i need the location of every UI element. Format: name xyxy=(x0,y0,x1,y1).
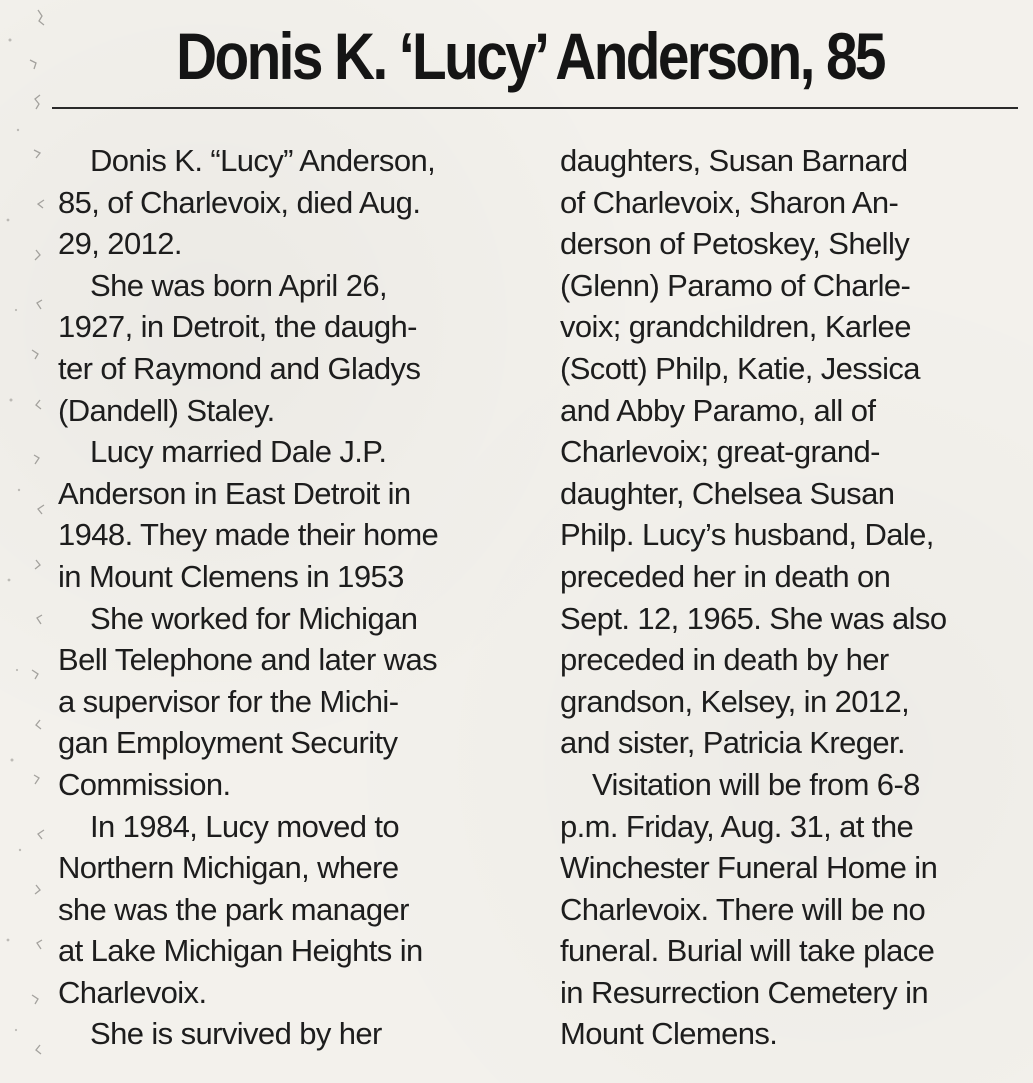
right-column-line: preceded her in death on xyxy=(560,558,891,594)
left-column-line: Anderson in East Detroit in xyxy=(58,475,411,511)
right-column-line: (Scott) Philp, Katie, Jessica xyxy=(560,350,920,386)
left-column-line: gan Employment Security xyxy=(58,725,398,761)
right-column-line: voix; grandchildren, Karlee xyxy=(560,309,911,345)
left-column-line: in Mount Clemens in 1953 xyxy=(58,558,404,594)
headline-rule xyxy=(52,107,1018,109)
left-column-line: Bell Telephone and later was xyxy=(58,642,438,678)
left-column-line: Donis K. “Lucy” Anderson, xyxy=(90,143,436,178)
right-column-line: and Abby Paramo, all of xyxy=(560,392,876,428)
left-column-line: Lucy married Dale J.P. xyxy=(90,434,387,470)
left-column-line: 1948. They made their home xyxy=(58,517,439,553)
left-column-line: (Dandell) Staley. xyxy=(58,392,275,428)
right-column-line: Charlevoix; great-grand- xyxy=(560,434,880,470)
left-column-line: In 1984, Lucy moved to xyxy=(90,808,400,844)
right-column-line: Visitation will be from 6-8 xyxy=(592,766,920,802)
left-column-line: 1927, in Detroit, the daugh- xyxy=(58,309,417,345)
left-column-line: Commission. xyxy=(58,766,231,802)
left-column-line: at Lake Michigan Heights in xyxy=(58,933,423,969)
right-column-line: Philp. Lucy’s husband, Dale, xyxy=(560,517,934,553)
right-column-line: Sept. 12, 1965. She was also xyxy=(560,600,947,636)
right-column-line: derson of Petoskey, Shelly xyxy=(560,226,910,262)
torn-paper-edge xyxy=(0,0,62,1083)
left-column-line: 85, of Charlevoix, died Aug. xyxy=(58,184,421,220)
right-column-line: and sister, Patricia Kreger. xyxy=(560,725,906,761)
right-column-line: Winchester Funeral Home in xyxy=(560,850,938,886)
left-column-line: a supervisor for the Michi- xyxy=(58,683,399,719)
left-column-line: She was born April 26, xyxy=(90,267,387,303)
right-column-line: grandson, Kelsey, in 2012, xyxy=(560,683,910,719)
right-column-line: of Charlevoix, Sharon An- xyxy=(560,184,899,220)
left-column-line: she was the park manager xyxy=(58,891,409,927)
right-column-line: (Glenn) Paramo of Charle- xyxy=(560,267,911,303)
right-column-line: daughters, Susan Barnard xyxy=(560,143,908,178)
left-column-line: She worked for Michigan xyxy=(90,600,418,636)
right-column-line: Mount Clemens. xyxy=(560,1016,778,1052)
left-column-line: ter of Raymond and Gladys xyxy=(58,350,421,386)
right-column-line: funeral. Burial will take place xyxy=(560,933,935,969)
left-column xyxy=(58,140,528,1055)
right-column-line: daughter, Chelsea Susan xyxy=(560,475,895,511)
right-column-line: Charlevoix. There will be no xyxy=(560,891,926,927)
right-column-line: in Resurrection Cemetery in xyxy=(560,974,929,1010)
right-column-line: p.m. Friday, Aug. 31, at the xyxy=(560,808,914,844)
left-column-line: Charlevoix. xyxy=(58,974,207,1010)
left-column-line: 29, 2012. xyxy=(58,226,182,262)
obituary-headline: Donis K. ‘Lucy’ Anderson, 85 xyxy=(176,19,884,93)
right-column-line: preceded in death by her xyxy=(560,642,889,678)
left-column-line: She is survived by her xyxy=(90,1016,382,1052)
right-column xyxy=(560,140,1020,1055)
left-column-line: Northern Michigan, where xyxy=(58,850,399,886)
